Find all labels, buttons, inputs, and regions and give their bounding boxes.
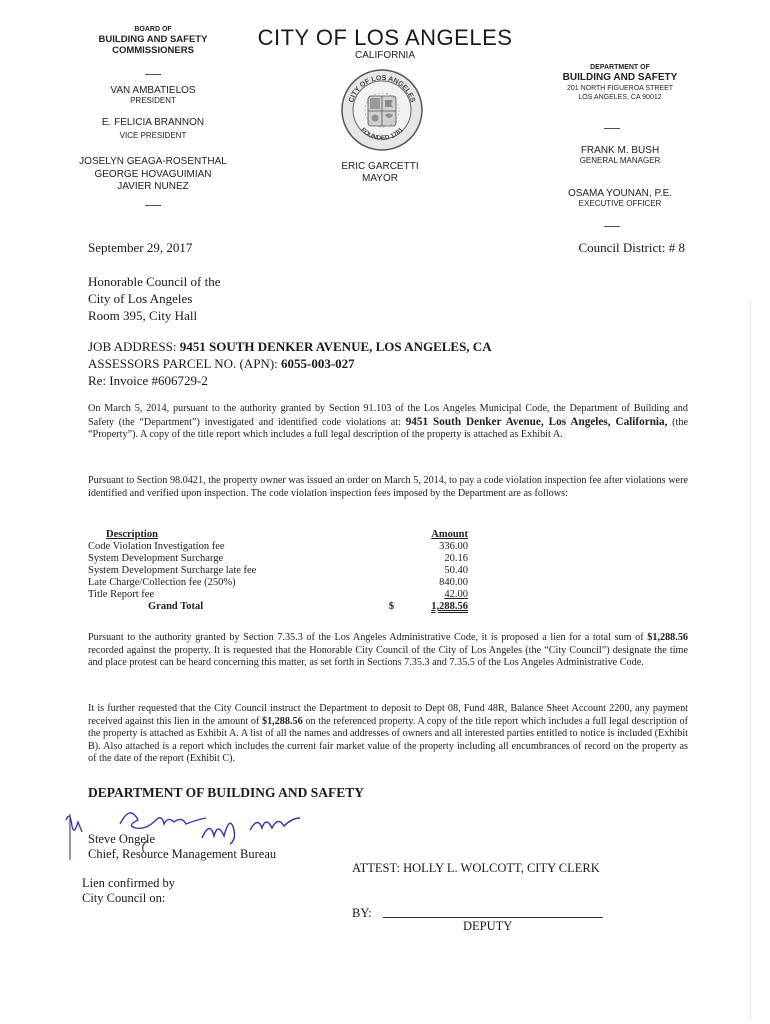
officer-name: FRANK M. BUSH [580, 145, 660, 156]
officer-title: EXECUTIVE OFFICER [578, 199, 662, 208]
paragraph-1 [88, 403, 688, 442]
board-line3: COMMISSIONERS [112, 45, 194, 56]
department-line3: 201 NORTH FIGUEROA STREET [566, 85, 674, 92]
fee-description: System Development Surcharge late fee [88, 565, 257, 576]
member-name: GEORGE HOVAGUIMIAN [94, 168, 212, 180]
mayor-title: MAYOR [362, 173, 398, 184]
mayor-name: ERIC GARCETTI [341, 161, 419, 172]
divider [604, 128, 620, 129]
seal-top-text: CITY OF LOS ANGELES [348, 74, 416, 104]
attest-line: ATTEST: HOLLY L. WOLCOTT, CITY CLERK [352, 861, 600, 875]
property-address: 9451 South Denker Avenue, Los Angeles, California, [405, 415, 668, 428]
addressee [88, 273, 221, 324]
department-line2: BUILDING AND SAFETY [562, 72, 678, 83]
state-name: CALIFORNIA [354, 50, 415, 61]
commissioner-title: PRESIDENT [130, 96, 176, 105]
paragraph-3 [88, 632, 688, 670]
department-line1: DEPARTMENT OF [590, 64, 650, 71]
letter-date: September 29, 2017 [88, 240, 193, 255]
commissioner-name: E. FELICIA BRANNON [101, 117, 205, 128]
member-name: JAVIER NUNEZ [117, 181, 189, 192]
fee-description: Late Charge/Collection fee (250%) [88, 577, 236, 588]
job-address-line [88, 338, 492, 355]
paragraph-2: Pursuant to Section 98.0421, the property owner was issued an order on March 5, 2014, to pay a code violation inspection fee after violations were identified and verified upon inspection. The code violation inspection fees imposed by the Department are as follows: [88, 475, 688, 499]
invoice-reference: Re: Invoice #606729-2 [88, 373, 208, 388]
officer-title: GENERAL MANAGER [579, 156, 661, 165]
table-row [88, 553, 468, 565]
apn-line [88, 355, 492, 372]
paragraph-1-text-end: (the “Property”). A copy of the title report which includes a full legal description of the property is attached as Exhibit A. [88, 416, 689, 441]
apn-value: 6055-003-027 [281, 356, 355, 371]
board-heading [78, 26, 228, 56]
council-district: Council District: # 8 [578, 240, 685, 255]
page-edge [750, 300, 751, 1020]
fee-amount: 20.16 [444, 553, 468, 564]
divider [145, 205, 161, 206]
description-header: Description [106, 529, 158, 540]
signer-name: Steve Ongele [88, 832, 155, 846]
divider [604, 226, 620, 227]
commissioner-title: VICE PRESIDENT [119, 131, 187, 140]
paragraph-4-text-end: on the referenced property. A copy of the title report which includes a full legal description of the property is attached as Exhibit A. A list of all the names and addresses of owners and all interested parties entitled to notice is included (Exhibit B). Also attached is a report which includes the current fair market value of the property including all encumbrances of record on the property as of the date of the report (Exhibit C). [88, 715, 688, 765]
addressee-line: Room 395, City Hall [88, 308, 198, 323]
department-signature-heading: DEPARTMENT OF BUILDING AND SAFETY [88, 785, 365, 800]
table-row [88, 577, 468, 589]
seal-bottom-text: FOUNDED 1781 [359, 126, 405, 143]
fee-amount: 336.00 [439, 541, 468, 552]
fee-description: Title Report fee [88, 589, 155, 600]
payment-amount: $1,288.56 [261, 715, 303, 727]
signer-title: Chief, Resource Management Bureau [88, 847, 277, 861]
currency-symbol: $ [388, 601, 394, 612]
amount-header: Amount [431, 529, 468, 540]
job-address-label: JOB ADDRESS: [88, 339, 180, 354]
addressee-line: Honorable Council of the [88, 274, 221, 289]
deputy-label: DEPUTY [463, 919, 513, 933]
grand-total-row [88, 601, 468, 613]
by-label: BY: [352, 906, 372, 920]
commissioner-1 [78, 85, 228, 105]
member-name: JOSELYN GEAGA-ROSENTHAL [79, 156, 227, 167]
table-row [88, 541, 468, 553]
grand-total-label: Grand Total [148, 601, 204, 612]
addressee-line: City of Los Angeles [88, 291, 193, 306]
paragraph-4-text: It is further requested that the City Council instruct the Department to deposit to Dept 08, Fund 48R, Balance Sheet Account 2200, any payment received against this lien in the amount of [88, 703, 688, 727]
officer-1 [530, 145, 710, 165]
city-title: CITY OF LOS ANGELES [257, 25, 513, 50]
board-line1: BOARD OF [134, 26, 172, 33]
fee-amount: 42.00 [444, 589, 468, 600]
fees-header-row [88, 529, 468, 541]
table-row [88, 589, 468, 601]
paragraph-3-text: Pursuant to the authority granted by Section 7.35.3 of the Los Angeles Administrative Code, it is proposed a lien for a total sum of [88, 632, 648, 643]
board-line2: BUILDING AND SAFETY [98, 34, 208, 45]
fees-table [88, 529, 468, 613]
commissioner-name: VAN AMBATIELOS [110, 85, 196, 96]
table-row [88, 565, 468, 577]
officer-2 [530, 188, 710, 208]
fee-amount: 50.40 [444, 565, 468, 576]
lien-amount: $1,288.56 [647, 632, 688, 643]
board-members [50, 156, 256, 194]
fee-description: Code Violation Investigation fee [88, 541, 225, 552]
lien-confirmed-line: City Council on: [82, 891, 166, 905]
paragraph-1-text: On March 5, 2014, pursuant to the authority granted by Section 91.103 of the Los Angeles Municipal Code, the Department of Building and Safety (the “Department”) investigated and identified code violations at: [88, 403, 688, 428]
divider [145, 74, 161, 75]
signature-line [383, 917, 603, 918]
job-address-value: 9451 SOUTH DENKER AVENUE, LOS ANGELES, CA [179, 339, 492, 354]
job-address [88, 338, 492, 389]
lien-confirmed-line: Lien confirmed by [82, 876, 176, 890]
commissioner-2 [78, 117, 228, 140]
paragraph-4 [88, 703, 688, 766]
officer-name: OSAMA YOUNAN, P.E. [567, 188, 673, 199]
department-heading [530, 63, 710, 102]
signer-block [88, 832, 276, 862]
grand-total-value: 1,288.56 [431, 601, 468, 612]
lien-confirmed [82, 876, 175, 906]
fee-description: System Development Surcharge [88, 553, 224, 564]
paragraph-3-text-end: recorded against the property. It is requested that the Honorable City Council of the City of Los Angeles (the “City Council”) designate the time and place protest can be heard concerning this matter, as set forth in Sections 7.35.3 and 7.35.5 of the Los Angeles Administrative Code. [88, 644, 688, 669]
department-line4: LOS ANGELES, CA 90012 [578, 94, 662, 101]
fee-amount: 840.00 [439, 577, 468, 588]
city-seal-icon [340, 68, 424, 152]
mayor-block [300, 161, 460, 185]
apn-label: ASSESSORS PARCEL NO. (APN): [88, 356, 282, 371]
